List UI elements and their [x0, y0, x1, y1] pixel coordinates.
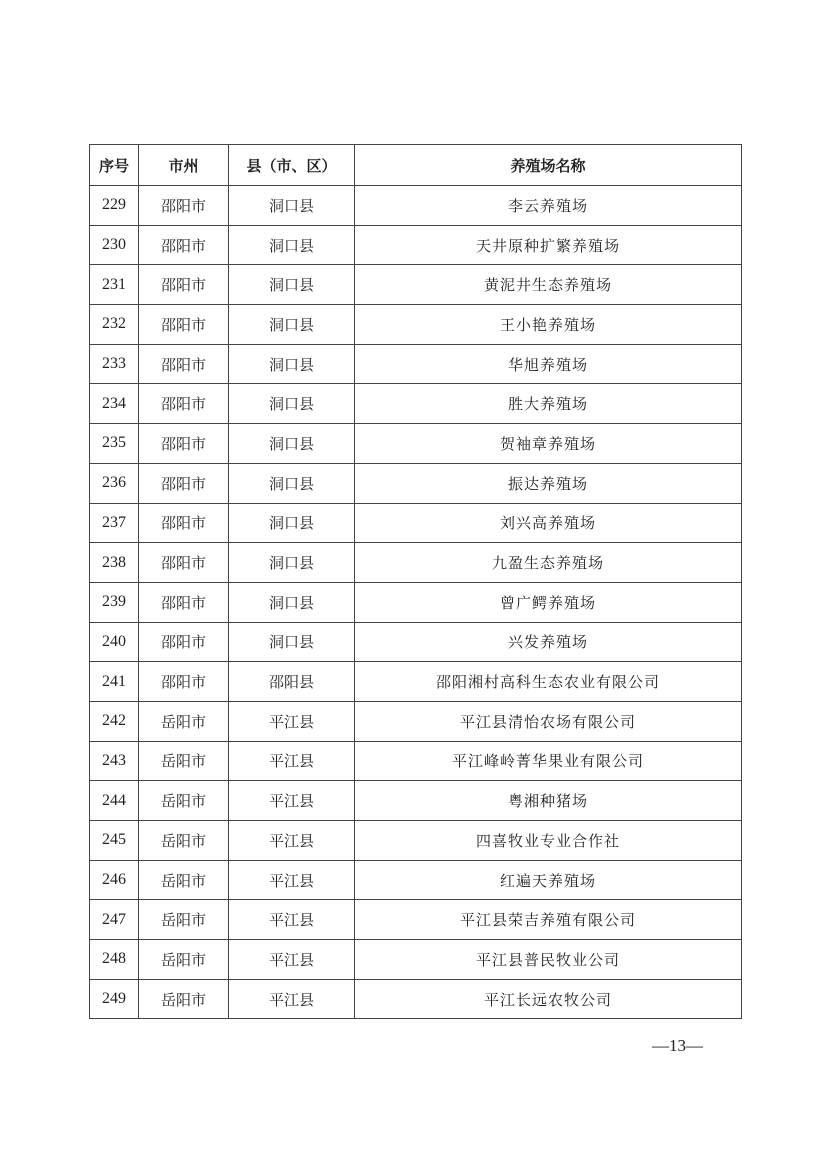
row-city: 邵阳市	[139, 225, 229, 265]
table-row	[90, 622, 742, 662]
row-index: 246	[90, 860, 139, 900]
row-city: 邵阳市	[139, 305, 229, 345]
row-index: 242	[90, 701, 139, 741]
row-index: 245	[90, 821, 139, 861]
header-farm-name: 养殖场名称	[355, 145, 742, 186]
row-county: 平江县	[229, 741, 355, 781]
row-index: 229	[90, 186, 139, 226]
table-row	[90, 821, 742, 861]
row-farm-name: 华旭养殖场	[355, 344, 742, 384]
row-index: 234	[90, 384, 139, 424]
row-city: 邵阳市	[139, 384, 229, 424]
row-city: 岳阳市	[139, 741, 229, 781]
row-county: 平江县	[229, 940, 355, 980]
row-county: 平江县	[229, 979, 355, 1019]
header-city: 市州	[139, 145, 229, 186]
table-row	[90, 979, 742, 1019]
row-farm-name: 振达养殖场	[355, 463, 742, 503]
row-farm-name: 四喜牧业专业合作社	[355, 821, 742, 861]
row-farm-name: 邵阳湘村高科生态农业有限公司	[355, 662, 742, 702]
row-county: 洞口县	[229, 384, 355, 424]
row-city: 邵阳市	[139, 463, 229, 503]
table-row	[90, 662, 742, 702]
row-county: 洞口县	[229, 543, 355, 583]
row-city: 岳阳市	[139, 940, 229, 980]
row-county: 洞口县	[229, 582, 355, 622]
farm-list-table	[89, 144, 742, 1019]
row-farm-name: 刘兴高养殖场	[355, 503, 742, 543]
table-row	[90, 741, 742, 781]
row-city: 岳阳市	[139, 979, 229, 1019]
row-city: 邵阳市	[139, 265, 229, 305]
row-index: 238	[90, 543, 139, 583]
row-index: 237	[90, 503, 139, 543]
row-farm-name: 王小艳养殖场	[355, 305, 742, 345]
row-index: 241	[90, 662, 139, 702]
row-county: 洞口县	[229, 225, 355, 265]
row-county: 洞口县	[229, 622, 355, 662]
table-row	[90, 384, 742, 424]
table-row	[90, 186, 742, 226]
table-row	[90, 265, 742, 305]
row-farm-name: 粤湘种猪场	[355, 781, 742, 821]
table-row	[90, 424, 742, 464]
row-farm-name: 九盈生态养殖场	[355, 543, 742, 583]
row-index: 233	[90, 344, 139, 384]
row-county: 平江县	[229, 900, 355, 940]
row-farm-name: 胜大养殖场	[355, 384, 742, 424]
row-farm-name: 平江长远农牧公司	[355, 979, 742, 1019]
row-farm-name: 曾广鳄养殖场	[355, 582, 742, 622]
row-county: 洞口县	[229, 186, 355, 226]
row-index: 230	[90, 225, 139, 265]
row-farm-name: 天井原种扩繁养殖场	[355, 225, 742, 265]
table-row	[90, 781, 742, 821]
row-city: 岳阳市	[139, 701, 229, 741]
row-city: 岳阳市	[139, 860, 229, 900]
row-index: 249	[90, 979, 139, 1019]
table-row	[90, 900, 742, 940]
table-row	[90, 344, 742, 384]
row-county: 洞口县	[229, 344, 355, 384]
row-index: 247	[90, 900, 139, 940]
table-row	[90, 940, 742, 980]
row-county: 邵阳县	[229, 662, 355, 702]
table-row	[90, 543, 742, 583]
row-index: 235	[90, 424, 139, 464]
row-index: 243	[90, 741, 139, 781]
row-farm-name: 兴发养殖场	[355, 622, 742, 662]
table-row	[90, 225, 742, 265]
row-farm-name: 平江县普民牧业公司	[355, 940, 742, 980]
row-city: 邵阳市	[139, 582, 229, 622]
row-county: 洞口县	[229, 424, 355, 464]
page-number: —13—	[652, 1036, 703, 1055]
row-farm-name: 黄泥井生态养殖场	[355, 265, 742, 305]
row-index: 239	[90, 582, 139, 622]
row-city: 邵阳市	[139, 622, 229, 662]
row-city: 邵阳市	[139, 662, 229, 702]
table-row	[90, 582, 742, 622]
row-farm-name: 平江峰岭菁华果业有限公司	[355, 741, 742, 781]
row-index: 231	[90, 265, 139, 305]
row-index: 244	[90, 781, 139, 821]
row-city: 邵阳市	[139, 344, 229, 384]
row-index: 240	[90, 622, 139, 662]
row-city: 邵阳市	[139, 186, 229, 226]
row-index: 232	[90, 305, 139, 345]
row-county: 洞口县	[229, 305, 355, 345]
row-city: 岳阳市	[139, 900, 229, 940]
table-header-row	[90, 145, 742, 186]
row-farm-name: 平江县荣吉养殖有限公司	[355, 900, 742, 940]
row-index: 248	[90, 940, 139, 980]
row-farm-name: 贺袖章养殖场	[355, 424, 742, 464]
row-farm-name: 李云养殖场	[355, 186, 742, 226]
row-city: 邵阳市	[139, 543, 229, 583]
row-county: 洞口县	[229, 503, 355, 543]
table-row	[90, 463, 742, 503]
table-row	[90, 305, 742, 345]
row-county: 洞口县	[229, 265, 355, 305]
row-city: 邵阳市	[139, 503, 229, 543]
row-county: 洞口县	[229, 463, 355, 503]
row-city: 岳阳市	[139, 781, 229, 821]
row-county: 平江县	[229, 821, 355, 861]
table-row	[90, 701, 742, 741]
header-county: 县（市、区）	[229, 145, 355, 186]
row-county: 平江县	[229, 701, 355, 741]
row-city: 邵阳市	[139, 424, 229, 464]
row-farm-name: 平江县清怡农场有限公司	[355, 701, 742, 741]
row-index: 236	[90, 463, 139, 503]
row-city: 岳阳市	[139, 821, 229, 861]
table-row	[90, 860, 742, 900]
row-farm-name: 红遍天养殖场	[355, 860, 742, 900]
row-county: 平江县	[229, 860, 355, 900]
row-county: 平江县	[229, 781, 355, 821]
table-row	[90, 503, 742, 543]
header-index: 序号	[90, 145, 139, 186]
